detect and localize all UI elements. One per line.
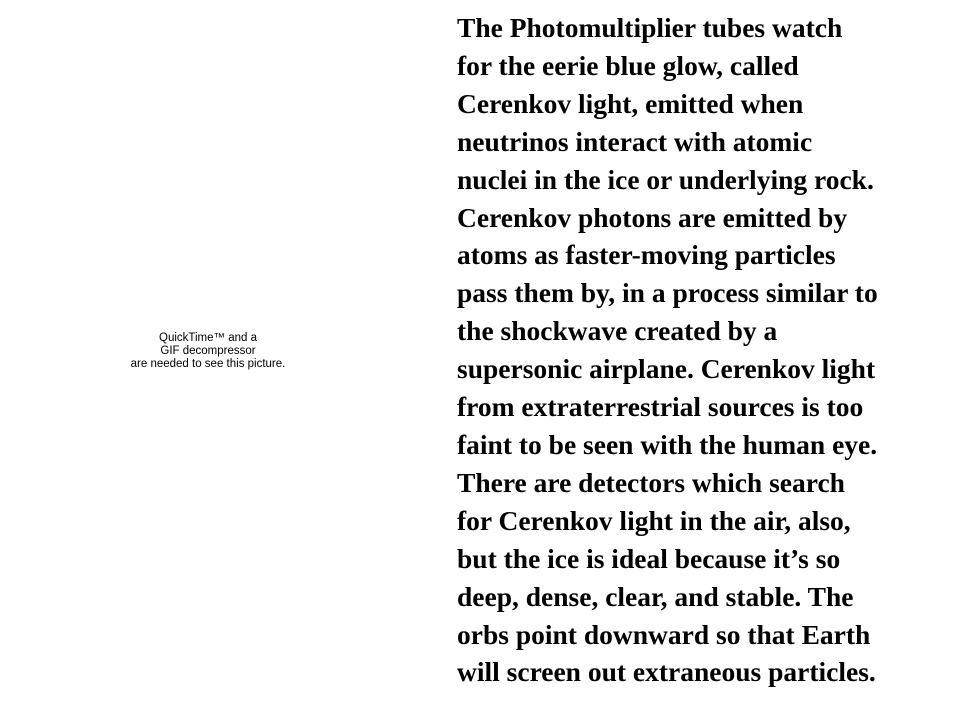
body-line: There are detectors which search — [457, 466, 845, 498]
body-line: for the eerie blue glow, called — [457, 49, 799, 81]
body-line: Cerenkov light, emitted when — [457, 87, 804, 119]
body-line: from extraterrestrial sources is too — [457, 391, 864, 423]
body-line: the shockwave created by a — [457, 315, 778, 347]
body-line: The Photomultiplier tubes watch — [457, 12, 843, 43]
body-line: supersonic airplane. Cerenkov light — [457, 353, 876, 385]
body-line: pass them by, in a process similar to — [457, 277, 878, 309]
missing-media-placeholder — [108, 332, 308, 371]
body-line: orbs point downward so that Earth — [457, 618, 871, 650]
body-line: faint to be seen with the human eye. — [457, 428, 878, 460]
body-line: Cerenkov photons are emitted by — [457, 201, 848, 233]
body-line: neutrinos interact with atomic — [457, 125, 813, 157]
body-line: nuclei in the ice or underlying rock. — [457, 163, 874, 195]
placeholder-line: GIF decompressor — [160, 345, 256, 357]
placeholder-line: QuickTime™ and a — [159, 332, 257, 344]
body-line: but the ice is ideal because it’s so — [457, 542, 841, 574]
body-paragraph — [457, 9, 953, 691]
body-line: will screen out extraneous particles. — [457, 656, 876, 688]
body-line: for Cerenkov light in the air, also, — [457, 504, 851, 536]
body-line: deep, dense, clear, and stable. The — [457, 580, 854, 612]
placeholder-line: are needed to see this picture. — [130, 358, 286, 370]
body-line: atoms as faster-moving particles — [457, 239, 836, 271]
